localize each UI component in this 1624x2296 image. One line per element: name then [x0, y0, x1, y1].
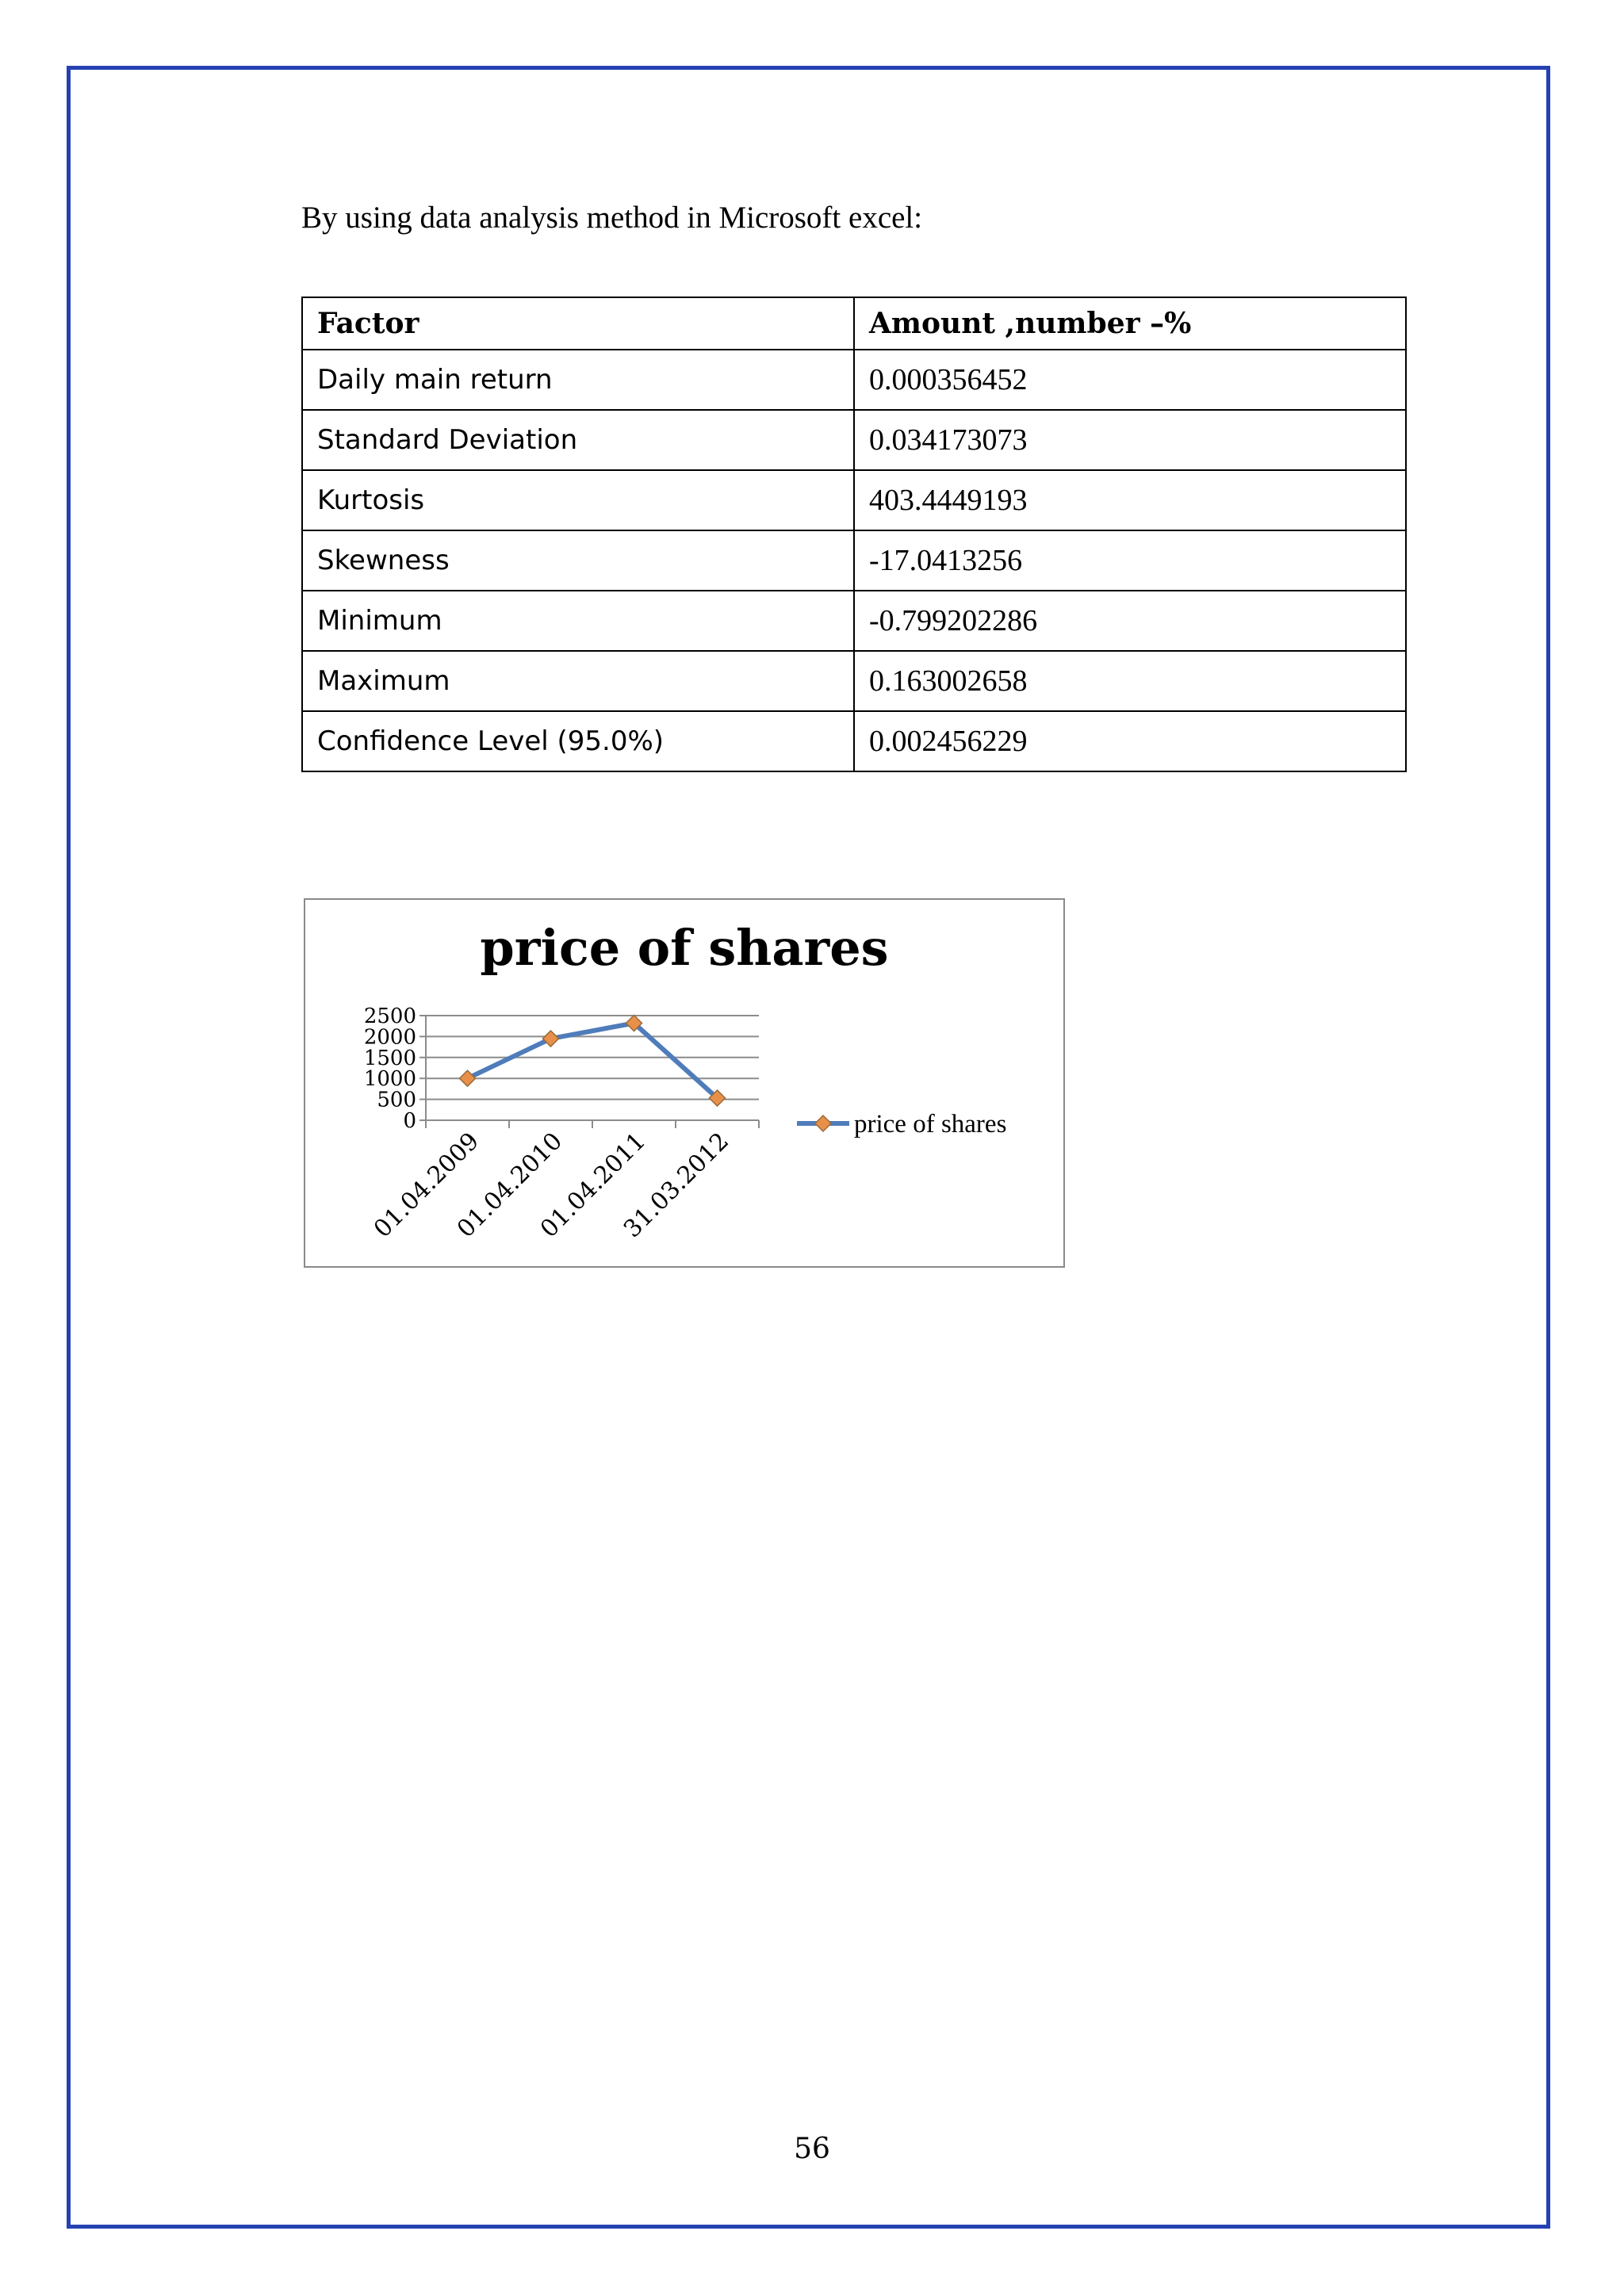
header-amount: Amount ,number –%: [854, 297, 1406, 350]
x-tick-label: 01.04.2011: [534, 1127, 652, 1244]
x-tick-label: 01.04.2009: [368, 1127, 485, 1244]
legend-label: price of shares: [854, 1110, 1007, 1138]
y-tick-label: 0: [403, 1109, 416, 1133]
table-row: [302, 651, 1406, 711]
legend-marker: [815, 1115, 831, 1131]
table-header-row: [302, 297, 1406, 350]
value-cell: 0.000356452: [854, 350, 1406, 410]
x-tick-label: 31.03.2012: [618, 1127, 735, 1244]
factor-cell: Minimum: [302, 591, 854, 651]
chart-canvas: [305, 900, 1063, 1266]
value-cell: -0.799202286: [854, 591, 1406, 651]
y-tick-label: 500: [377, 1088, 416, 1112]
factor-cell: Skewness: [302, 530, 854, 591]
price-chart: [304, 898, 1065, 1268]
table-row: [302, 410, 1406, 470]
series-line: [468, 1024, 718, 1099]
header-factor: Factor: [302, 297, 854, 350]
data-point-marker: [460, 1070, 476, 1086]
table-row: [302, 591, 1406, 651]
statistics-table: [301, 297, 1407, 772]
value-cell: 0.034173073: [854, 410, 1406, 470]
chart-title: price of shares: [480, 919, 889, 977]
y-tick-label: 2500: [363, 1004, 416, 1028]
factor-cell: Maximum: [302, 651, 854, 711]
data-point-marker: [543, 1031, 559, 1047]
table-row: [302, 470, 1406, 530]
factor-cell: Standard Deviation: [302, 410, 854, 470]
factor-cell: Daily main return: [302, 350, 854, 410]
value-cell: 0.002456229: [854, 711, 1406, 771]
intro-text: By using data analysis method in Microsoft excel:: [301, 201, 923, 235]
page-number: 56: [794, 2133, 830, 2165]
table-row: [302, 350, 1406, 410]
table-row: [302, 711, 1406, 771]
factor-cell: Confidence Level (95.0%): [302, 711, 854, 771]
table-row: [302, 530, 1406, 591]
y-tick-label: 2000: [363, 1025, 416, 1050]
x-tick-label: 01.04.2010: [451, 1127, 569, 1244]
value-cell: 0.163002658: [854, 651, 1406, 711]
y-tick-label: 1500: [363, 1046, 416, 1070]
value-cell: -17.0413256: [854, 530, 1406, 591]
value-cell: 403.4449193: [854, 470, 1406, 530]
y-tick-label: 1000: [363, 1067, 416, 1092]
factor-cell: Kurtosis: [302, 470, 854, 530]
